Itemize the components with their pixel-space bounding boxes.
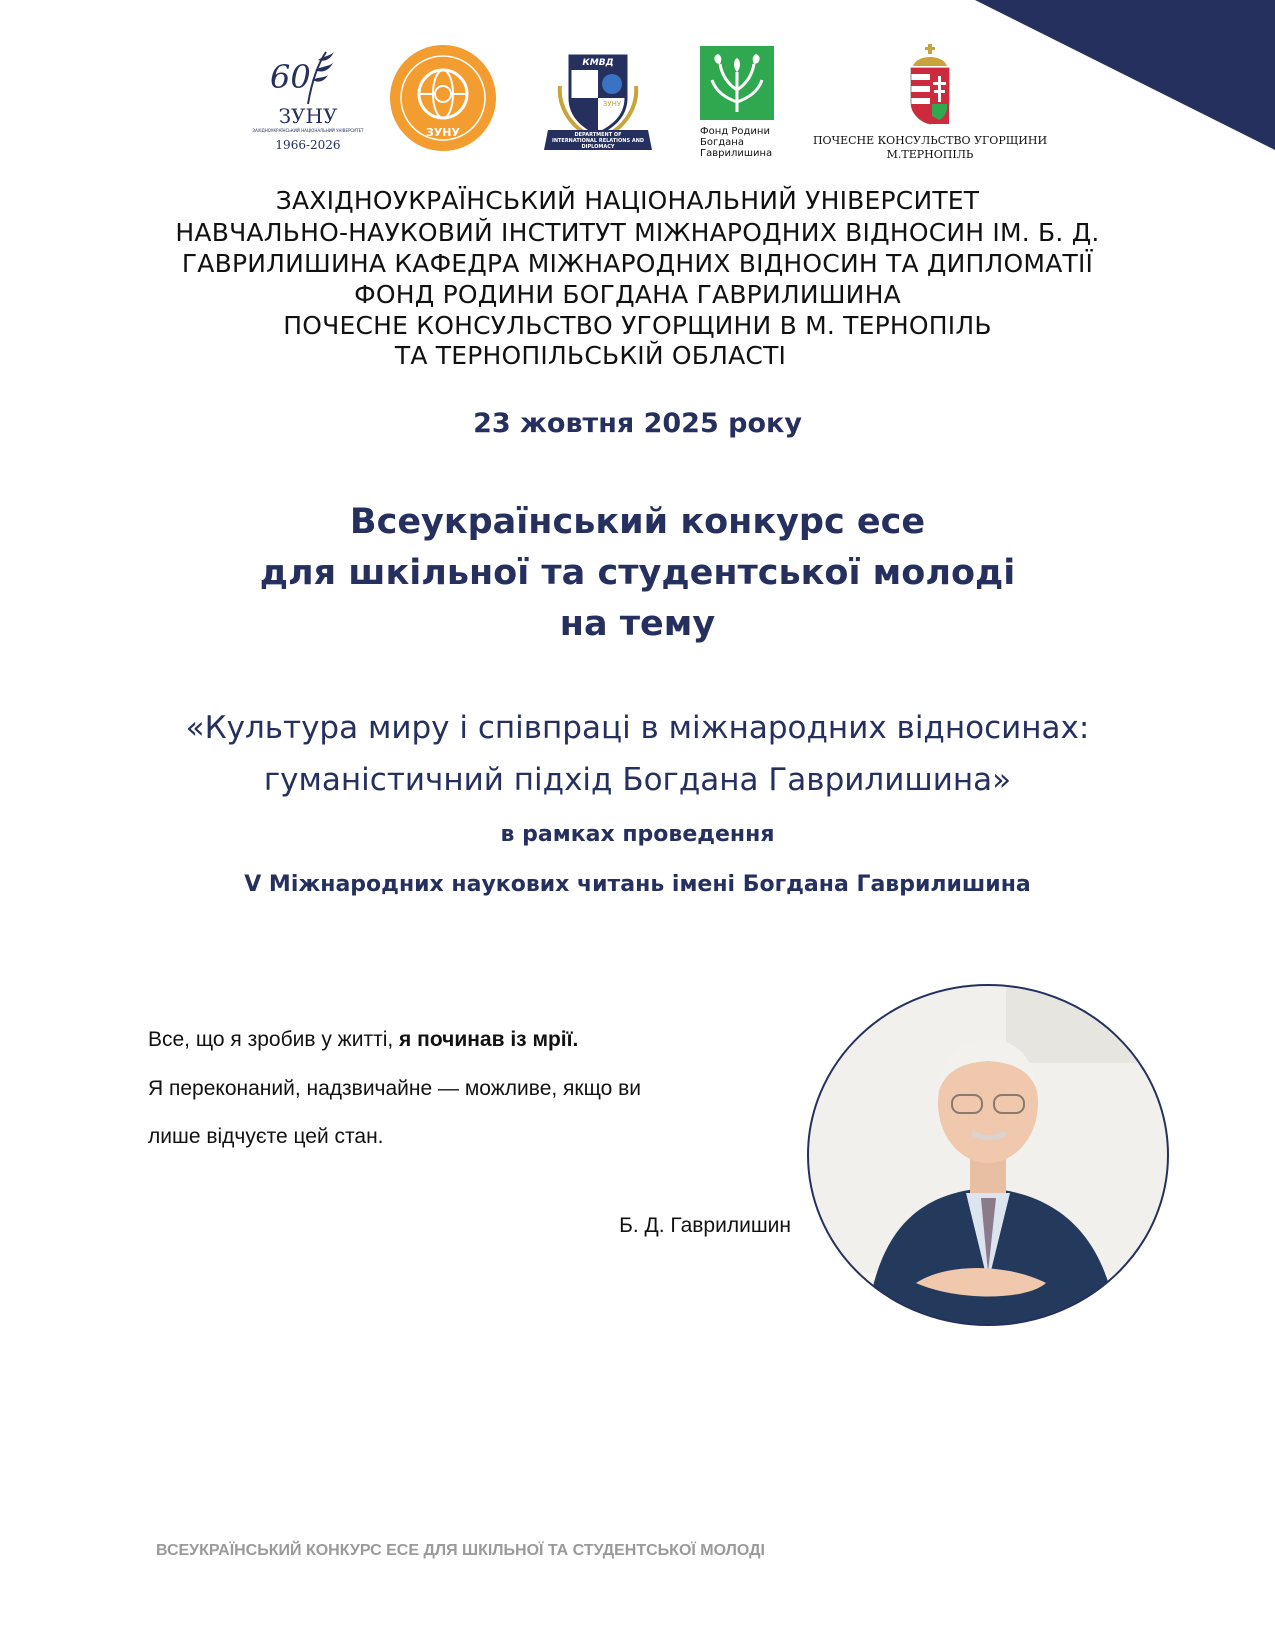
quote-line-2: Я переконаний, надзвичайне — можливе, якщо ви <box>148 1077 642 1100</box>
kmvd-abbr: КМВД <box>582 58 614 68</box>
fund-line2: Богдана <box>700 137 744 148</box>
quote-line-1-plain: Все, що я зробив у житті, <box>148 1028 400 1051</box>
quote-line-1 <box>148 1028 578 1052</box>
fund-line3: Гаврилишина <box>700 148 773 159</box>
portrait-photo <box>806 983 1170 1327</box>
header-line-2: НАВЧАЛЬНО-НАУКОВИЙ ІНСТИТУТ МІЖНАРОДНИХ ВІДНОСИН ІМ. Б. Д. <box>175 218 1100 247</box>
zunu-anniversary-number: 60 <box>270 58 311 96</box>
title-line-1: Всеукраїнський конкурс есе <box>349 502 926 542</box>
header-line-4: ФОНД РОДИНИ БОГДАНА ГАВРИЛИШИНА <box>354 280 901 309</box>
theme-line-1: «Культура миру і співпраці в міжнародних відносинах: <box>185 710 1090 746</box>
hungarian-consulate-logo <box>810 44 1050 160</box>
quote-line-1-bold: я починав із мрії. <box>399 1028 579 1051</box>
header-line-3: ГАВРИЛИШИНА КАФЕДРА МІЖНАРОДНИХ ВІДНОСИН ТА ДИПЛОМАТІЇ <box>181 249 1094 278</box>
quote-author: Б. Д. Гаврилишин <box>619 1214 791 1237</box>
zunu-logo-name: ЗУНУ <box>278 104 338 128</box>
framework-line-1: в рамках проведення <box>500 822 775 847</box>
consulate-line1: ПОЧЕСНЕ КОНСУЛЬСТВО УГОРЩИНИ <box>812 134 1048 147</box>
zunu-orange-name: ЗУНУ <box>426 126 460 139</box>
title-line-3: на тему <box>559 604 716 644</box>
consulate-line2: М.ТЕРНОПІЛЬ <box>886 148 974 161</box>
fund-tree-emblem <box>700 46 774 120</box>
zunu-orange-logo <box>389 44 497 152</box>
theme-line-2: гуманістичний підхід Богдана Гаврилишина» <box>263 762 1012 798</box>
hawrylyshyn-fund-logo <box>700 46 780 158</box>
header-line-5: ПОЧЕСНЕ КОНСУЛЬСТВО УГОРЩИНИ В М. ТЕРНОПІЛЬ <box>283 311 992 340</box>
header-line-6: ТА ТЕРНОПІЛЬСЬКІЙ ОБЛАСТІ <box>394 341 787 370</box>
fund-line1: Фонд Родини <box>700 126 770 137</box>
title-line-2: для шкільної та студентської молоді <box>259 553 1016 593</box>
event-date: 23 жовтня 2025 року <box>473 408 802 439</box>
quote-line-3: лише відчуєте цей стан. <box>148 1125 384 1148</box>
page-footer: ВСЕУКРАЇНСЬКИЙ КОНКУРС ЕСЕ ДЛЯ ШКІЛЬНОЇ ТА СТУДЕНТСЬКОЇ МОЛОДІ <box>156 1542 765 1559</box>
zunu-60-logo <box>252 44 364 158</box>
kmvd-dept-line2: INTERNATIONAL RELATIONS AND <box>551 138 645 144</box>
kmvd-department-logo <box>540 46 656 156</box>
kmvd-dept-line3: DIPLOMACY <box>581 144 615 150</box>
header-line-1: ЗАХІДНОУКРАЇНСЬКИЙ НАЦІОНАЛЬНИЙ УНІВЕРСИТЕТ <box>275 186 980 215</box>
kmvd-badge: ЗУНУ <box>602 100 622 108</box>
framework-line-2: V Міжнародних наукових читань імені Богдана Гаврилишина <box>244 872 1031 897</box>
zunu-logo-subtitle: ЗАХІДНОУКРАЇНСЬКИЙ НАЦІОНАЛЬНИЙ УНІВЕРСИТЕТ <box>252 128 364 133</box>
hungary-coat-of-arms-icon <box>905 44 955 126</box>
kmvd-dept-line1: DEPARTMENT OF <box>574 132 622 138</box>
zunu-logo-years: 1966-2026 <box>275 138 341 152</box>
